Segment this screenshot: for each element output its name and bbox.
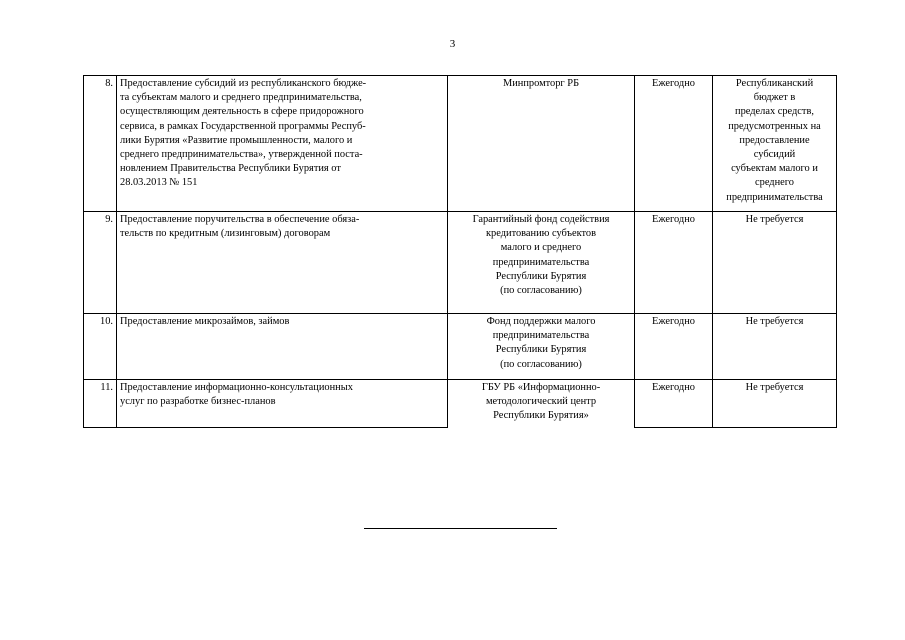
table-row bbox=[84, 212, 837, 314]
term: Ежегодно bbox=[635, 380, 713, 428]
executor: ГБУ РБ «Информационно- методологический центр Республики Бурятия» bbox=[448, 380, 635, 428]
term: Ежегодно bbox=[635, 76, 713, 212]
measure-description: Предоставление микрозаймов, займов bbox=[117, 314, 448, 380]
table-row bbox=[84, 380, 837, 428]
table-row bbox=[84, 76, 837, 212]
executor: Гарантийный фонд содействия кредитованию субъектов малого и среднего предпринимательства Республики Бурятия (по согласованию) bbox=[448, 212, 635, 314]
closing-rule bbox=[364, 528, 557, 529]
executor: Фонд поддержки малого предпринимательства Республики Бурятия (по согласованию) bbox=[448, 314, 635, 380]
measure-description: Предоставление поручительства в обеспечение обяза- тельств по кредитным (лизинговым) договорам bbox=[117, 212, 448, 314]
row-number: 9. bbox=[84, 212, 117, 314]
funding-source: Республиканский бюджет в пределах средств, предусмотренных на предоставление субсидий субъектам малого и среднего предпринимательства bbox=[713, 76, 837, 212]
funding-source: Не требуется bbox=[713, 314, 837, 380]
term: Ежегодно bbox=[635, 314, 713, 380]
funding-source: Не требуется bbox=[713, 380, 837, 428]
row-number: 11. bbox=[84, 380, 117, 428]
measure-description: Предоставление субсидий из республиканского бюдже- та субъектам малого и среднего предпринимательства, осуществляющим деятельность в сфере придорожного сервиса, в рамках Государственной программы Респуб- лики Бурятия «Развитие промышленности, малого и среднего предпринимательства», утвержденной поста- новлением Правительства Республики Бурятия от 28.03.2013 № 151 bbox=[117, 76, 448, 212]
row-number: 10. bbox=[84, 314, 117, 380]
row-number: 8. bbox=[84, 76, 117, 212]
table-row bbox=[84, 314, 837, 380]
page-number: 3 bbox=[449, 38, 456, 50]
term: Ежегодно bbox=[635, 212, 713, 314]
measure-description: Предоставление информационно-консультационных услуг по разработке бизнес-планов bbox=[117, 380, 448, 428]
measures-table bbox=[83, 75, 837, 428]
executor: Минпромторг РБ bbox=[448, 76, 635, 212]
funding-source: Не требуется bbox=[713, 212, 837, 314]
